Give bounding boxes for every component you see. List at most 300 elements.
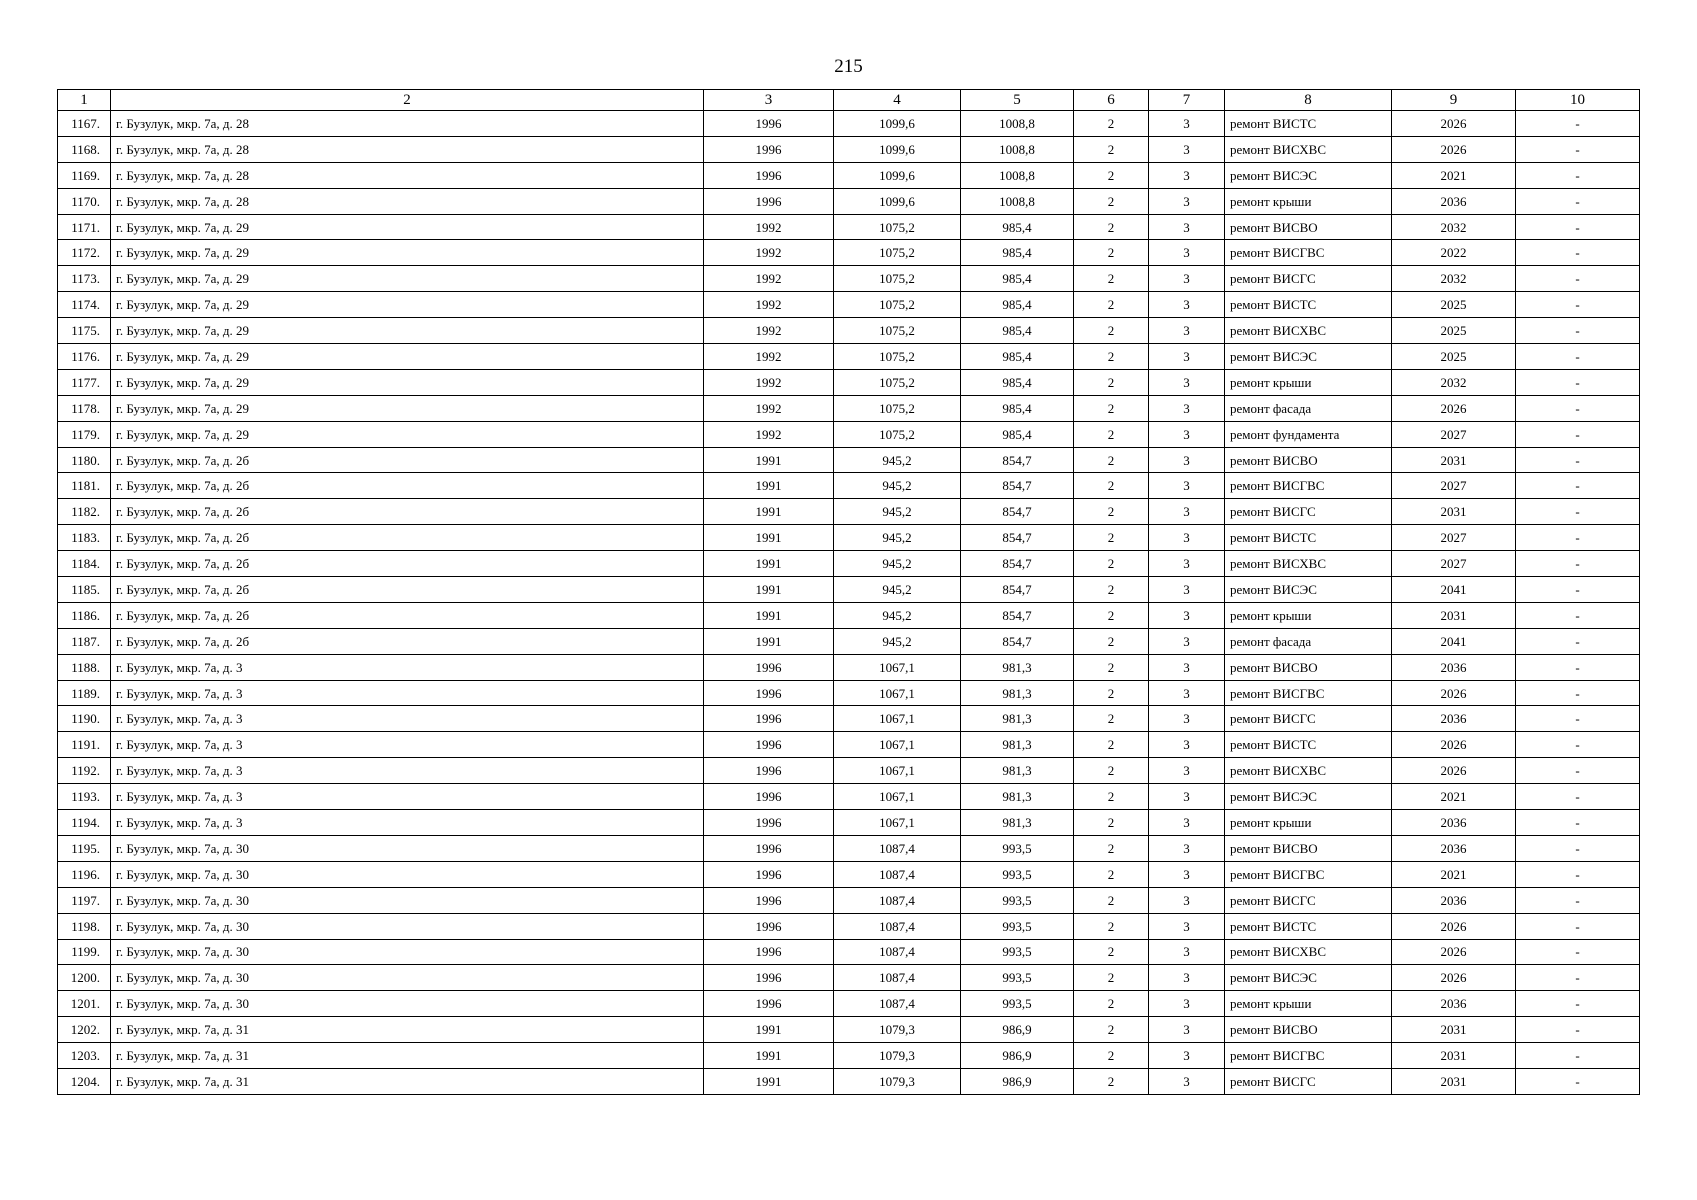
table-cell-col-10: - bbox=[1516, 991, 1640, 1017]
table-cell-col-10: - bbox=[1516, 602, 1640, 628]
table-cell-col-7: 3 bbox=[1149, 706, 1225, 732]
table-cell-col-2: г. Бузулук, мкр. 7а, д. 3 bbox=[111, 784, 704, 810]
table-cell-col-8: ремонт фасада bbox=[1225, 395, 1392, 421]
table-cell-col-10: - bbox=[1516, 965, 1640, 991]
table-cell-col-6: 2 bbox=[1074, 136, 1149, 162]
table-cell-col-5: 981,3 bbox=[961, 784, 1074, 810]
table-cell-col-6: 2 bbox=[1074, 344, 1149, 370]
table-row bbox=[58, 473, 1640, 499]
table-cell-col-9: 2036 bbox=[1392, 991, 1516, 1017]
table-cell-col-4: 1075,2 bbox=[834, 369, 961, 395]
table-cell-col-5: 985,4 bbox=[961, 266, 1074, 292]
table-cell-col-8: ремонт крыши bbox=[1225, 369, 1392, 395]
table-cell-col-4: 1075,2 bbox=[834, 344, 961, 370]
table-cell-col-10: - bbox=[1516, 266, 1640, 292]
table-cell-col-2: г. Бузулук, мкр. 7а, д. 29 bbox=[111, 344, 704, 370]
table-cell-col-8: ремонт ВИСГС bbox=[1225, 706, 1392, 732]
table-cell-col-5: 993,5 bbox=[961, 965, 1074, 991]
table-cell-col-5: 854,7 bbox=[961, 473, 1074, 499]
table-cell-col-3: 1996 bbox=[704, 939, 834, 965]
table-cell-col-5: 986,9 bbox=[961, 1017, 1074, 1043]
table-cell-col-7: 3 bbox=[1149, 421, 1225, 447]
table-cell-col-1: 1183. bbox=[58, 525, 111, 551]
table-row bbox=[58, 525, 1640, 551]
table-cell-col-10: - bbox=[1516, 551, 1640, 577]
table-cell-col-2: г. Бузулук, мкр. 7а, д. 3 bbox=[111, 810, 704, 836]
table-cell-col-10: - bbox=[1516, 1043, 1640, 1069]
table-cell-col-1: 1197. bbox=[58, 887, 111, 913]
table-cell-col-3: 1996 bbox=[704, 136, 834, 162]
table-cell-col-9: 2036 bbox=[1392, 810, 1516, 836]
table-cell-col-5: 993,5 bbox=[961, 939, 1074, 965]
table-cell-col-3: 1992 bbox=[704, 369, 834, 395]
table-cell-col-8: ремонт ВИСГВС bbox=[1225, 680, 1392, 706]
table-row bbox=[58, 835, 1640, 861]
table-cell-col-1: 1196. bbox=[58, 861, 111, 887]
table-cell-col-2: г. Бузулук, мкр. 7а, д. 30 bbox=[111, 887, 704, 913]
table-cell-col-4: 1079,3 bbox=[834, 1017, 961, 1043]
table-cell-col-8: ремонт ВИСХВС bbox=[1225, 551, 1392, 577]
table-row bbox=[58, 240, 1640, 266]
column-header-2: 2 bbox=[111, 90, 704, 111]
table-cell-col-5: 854,7 bbox=[961, 602, 1074, 628]
table-cell-col-10: - bbox=[1516, 344, 1640, 370]
table-cell-col-3: 1991 bbox=[704, 473, 834, 499]
table-cell-col-5: 993,5 bbox=[961, 835, 1074, 861]
table-cell-col-4: 1067,1 bbox=[834, 784, 961, 810]
table-cell-col-8: ремонт ВИСВО bbox=[1225, 1017, 1392, 1043]
table-cell-col-4: 1075,2 bbox=[834, 266, 961, 292]
table-cell-col-9: 2026 bbox=[1392, 758, 1516, 784]
table-row bbox=[58, 162, 1640, 188]
table-cell-col-3: 1991 bbox=[704, 1068, 834, 1094]
table-cell-col-5: 985,4 bbox=[961, 318, 1074, 344]
table-cell-col-4: 1075,2 bbox=[834, 395, 961, 421]
table-cell-col-4: 1075,2 bbox=[834, 240, 961, 266]
table-cell-col-2: г. Бузулук, мкр. 7а, д. 2б bbox=[111, 551, 704, 577]
table-cell-col-6: 2 bbox=[1074, 577, 1149, 603]
table-cell-col-2: г. Бузулук, мкр. 7а, д. 2б bbox=[111, 525, 704, 551]
table-cell-col-1: 1179. bbox=[58, 421, 111, 447]
table-cell-col-4: 1067,1 bbox=[834, 654, 961, 680]
table-cell-col-1: 1167. bbox=[58, 111, 111, 137]
table-cell-col-6: 2 bbox=[1074, 525, 1149, 551]
table-cell-col-4: 1075,2 bbox=[834, 318, 961, 344]
table-cell-col-7: 3 bbox=[1149, 473, 1225, 499]
table-cell-col-4: 945,2 bbox=[834, 447, 961, 473]
table-cell-col-10: - bbox=[1516, 421, 1640, 447]
table-cell-col-1: 1189. bbox=[58, 680, 111, 706]
table-cell-col-2: г. Бузулук, мкр. 7а, д. 30 bbox=[111, 913, 704, 939]
table-cell-col-2: г. Бузулук, мкр. 7а, д. 29 bbox=[111, 214, 704, 240]
table-cell-col-1: 1178. bbox=[58, 395, 111, 421]
table-cell-col-1: 1186. bbox=[58, 602, 111, 628]
table-cell-col-1: 1202. bbox=[58, 1017, 111, 1043]
table-cell-col-3: 1991 bbox=[704, 1017, 834, 1043]
table-cell-col-4: 1087,4 bbox=[834, 965, 961, 991]
table-cell-col-1: 1204. bbox=[58, 1068, 111, 1094]
table-cell-col-6: 2 bbox=[1074, 1017, 1149, 1043]
table-cell-col-10: - bbox=[1516, 732, 1640, 758]
table-cell-col-7: 3 bbox=[1149, 965, 1225, 991]
table-cell-col-2: г. Бузулук, мкр. 7а, д. 3 bbox=[111, 680, 704, 706]
table-cell-col-6: 2 bbox=[1074, 499, 1149, 525]
table-cell-col-4: 1075,2 bbox=[834, 292, 961, 318]
table-cell-col-10: - bbox=[1516, 525, 1640, 551]
table-cell-col-1: 1199. bbox=[58, 939, 111, 965]
table-cell-col-9: 2027 bbox=[1392, 525, 1516, 551]
table-cell-col-1: 1193. bbox=[58, 784, 111, 810]
table-cell-col-6: 2 bbox=[1074, 421, 1149, 447]
table-cell-col-9: 2025 bbox=[1392, 292, 1516, 318]
table-cell-col-3: 1996 bbox=[704, 965, 834, 991]
table-cell-col-4: 945,2 bbox=[834, 473, 961, 499]
table-cell-col-8: ремонт ВИСЭС bbox=[1225, 344, 1392, 370]
table-row bbox=[58, 421, 1640, 447]
table-cell-col-2: г. Бузулук, мкр. 7а, д. 29 bbox=[111, 369, 704, 395]
table-cell-col-3: 1996 bbox=[704, 732, 834, 758]
table-cell-col-5: 854,7 bbox=[961, 551, 1074, 577]
table-cell-col-10: - bbox=[1516, 939, 1640, 965]
table-cell-col-3: 1996 bbox=[704, 111, 834, 137]
table-cell-col-5: 854,7 bbox=[961, 499, 1074, 525]
table-cell-col-4: 945,2 bbox=[834, 577, 961, 603]
column-header-9: 9 bbox=[1392, 90, 1516, 111]
table-cell-col-9: 2021 bbox=[1392, 861, 1516, 887]
table-cell-col-1: 1184. bbox=[58, 551, 111, 577]
table-cell-col-5: 985,4 bbox=[961, 292, 1074, 318]
table-cell-col-7: 3 bbox=[1149, 835, 1225, 861]
table-cell-col-3: 1991 bbox=[704, 577, 834, 603]
table-cell-col-9: 2027 bbox=[1392, 551, 1516, 577]
table-cell-col-10: - bbox=[1516, 913, 1640, 939]
table-cell-col-7: 3 bbox=[1149, 913, 1225, 939]
table-row bbox=[58, 369, 1640, 395]
table-row bbox=[58, 628, 1640, 654]
table-cell-col-7: 3 bbox=[1149, 318, 1225, 344]
table-cell-col-9: 2036 bbox=[1392, 654, 1516, 680]
table-cell-col-10: - bbox=[1516, 577, 1640, 603]
table-cell-col-5: 1008,8 bbox=[961, 111, 1074, 137]
table-cell-col-9: 2032 bbox=[1392, 266, 1516, 292]
table-row bbox=[58, 1017, 1640, 1043]
table-cell-col-7: 3 bbox=[1149, 1017, 1225, 1043]
table-cell-col-1: 1194. bbox=[58, 810, 111, 836]
table-cell-col-8: ремонт крыши bbox=[1225, 602, 1392, 628]
table-cell-col-7: 3 bbox=[1149, 991, 1225, 1017]
table-cell-col-8: ремонт ВИСТС bbox=[1225, 732, 1392, 758]
table-cell-col-5: 854,7 bbox=[961, 628, 1074, 654]
table-cell-col-6: 2 bbox=[1074, 991, 1149, 1017]
table-cell-col-6: 2 bbox=[1074, 1043, 1149, 1069]
table-cell-col-5: 993,5 bbox=[961, 861, 1074, 887]
table-header bbox=[58, 90, 1640, 111]
table-cell-col-10: - bbox=[1516, 318, 1640, 344]
table-cell-col-8: ремонт ВИСЭС bbox=[1225, 965, 1392, 991]
table-cell-col-7: 3 bbox=[1149, 188, 1225, 214]
table-cell-col-10: - bbox=[1516, 369, 1640, 395]
table-cell-col-4: 1087,4 bbox=[834, 991, 961, 1017]
table-cell-col-9: 2026 bbox=[1392, 732, 1516, 758]
table-cell-col-8: ремонт ВИСХВС bbox=[1225, 136, 1392, 162]
table-cell-col-8: ремонт ВИСГВС bbox=[1225, 473, 1392, 499]
table-cell-col-2: г. Бузулук, мкр. 7а, д. 2б bbox=[111, 602, 704, 628]
table-row bbox=[58, 732, 1640, 758]
table-cell-col-7: 3 bbox=[1149, 344, 1225, 370]
table-cell-col-10: - bbox=[1516, 447, 1640, 473]
table-cell-col-8: ремонт ВИСХВС bbox=[1225, 758, 1392, 784]
table-cell-col-1: 1176. bbox=[58, 344, 111, 370]
table-cell-col-3: 1996 bbox=[704, 991, 834, 1017]
table-cell-col-7: 3 bbox=[1149, 266, 1225, 292]
table-cell-col-6: 2 bbox=[1074, 1068, 1149, 1094]
table-cell-col-3: 1991 bbox=[704, 551, 834, 577]
table-cell-col-2: г. Бузулук, мкр. 7а, д. 30 bbox=[111, 861, 704, 887]
table-cell-col-6: 2 bbox=[1074, 214, 1149, 240]
table-cell-col-2: г. Бузулук, мкр. 7а, д. 29 bbox=[111, 421, 704, 447]
table-cell-col-3: 1992 bbox=[704, 344, 834, 370]
column-header-8: 8 bbox=[1225, 90, 1392, 111]
table-cell-col-2: г. Бузулук, мкр. 7а, д. 31 bbox=[111, 1043, 704, 1069]
table-row bbox=[58, 965, 1640, 991]
table-cell-col-2: г. Бузулук, мкр. 7а, д. 30 bbox=[111, 835, 704, 861]
table-cell-col-9: 2022 bbox=[1392, 240, 1516, 266]
table-cell-col-8: ремонт ВИСГС bbox=[1225, 1068, 1392, 1094]
table-cell-col-6: 2 bbox=[1074, 551, 1149, 577]
table-cell-col-6: 2 bbox=[1074, 188, 1149, 214]
table-cell-col-10: - bbox=[1516, 706, 1640, 732]
column-header-6: 6 bbox=[1074, 90, 1149, 111]
table-cell-col-1: 1187. bbox=[58, 628, 111, 654]
table-cell-col-9: 2036 bbox=[1392, 835, 1516, 861]
table-cell-col-6: 2 bbox=[1074, 835, 1149, 861]
table-cell-col-8: ремонт ВИСГС bbox=[1225, 499, 1392, 525]
table-cell-col-4: 1075,2 bbox=[834, 214, 961, 240]
table-cell-col-5: 985,4 bbox=[961, 421, 1074, 447]
table-cell-col-7: 3 bbox=[1149, 292, 1225, 318]
table-cell-col-10: - bbox=[1516, 784, 1640, 810]
table-cell-col-6: 2 bbox=[1074, 628, 1149, 654]
table-cell-col-9: 2026 bbox=[1392, 111, 1516, 137]
table-cell-col-3: 1991 bbox=[704, 628, 834, 654]
table-cell-col-10: - bbox=[1516, 292, 1640, 318]
table-cell-col-3: 1992 bbox=[704, 292, 834, 318]
table-cell-col-8: ремонт ВИСТС bbox=[1225, 111, 1392, 137]
table-cell-col-5: 985,4 bbox=[961, 395, 1074, 421]
table-cell-col-7: 3 bbox=[1149, 136, 1225, 162]
table-cell-col-3: 1996 bbox=[704, 913, 834, 939]
column-header-4: 4 bbox=[834, 90, 961, 111]
table-cell-col-4: 1079,3 bbox=[834, 1068, 961, 1094]
table-cell-col-9: 2025 bbox=[1392, 344, 1516, 370]
table-cell-col-1: 1180. bbox=[58, 447, 111, 473]
table-cell-col-7: 3 bbox=[1149, 784, 1225, 810]
table-cell-col-7: 3 bbox=[1149, 369, 1225, 395]
table-cell-col-8: ремонт ВИСЭС bbox=[1225, 162, 1392, 188]
repair-schedule-table bbox=[57, 89, 1640, 1095]
table-cell-col-4: 945,2 bbox=[834, 499, 961, 525]
column-header-1: 1 bbox=[58, 90, 111, 111]
table-cell-col-7: 3 bbox=[1149, 499, 1225, 525]
table-cell-col-10: - bbox=[1516, 499, 1640, 525]
table-cell-col-3: 1996 bbox=[704, 784, 834, 810]
table-cell-col-7: 3 bbox=[1149, 602, 1225, 628]
table-cell-col-7: 3 bbox=[1149, 1068, 1225, 1094]
table-cell-col-2: г. Бузулук, мкр. 7а, д. 31 bbox=[111, 1017, 704, 1043]
table-cell-col-6: 2 bbox=[1074, 965, 1149, 991]
table-cell-col-5: 981,3 bbox=[961, 758, 1074, 784]
table-cell-col-7: 3 bbox=[1149, 525, 1225, 551]
table-cell-col-1: 1181. bbox=[58, 473, 111, 499]
table-cell-col-4: 1087,4 bbox=[834, 861, 961, 887]
table-cell-col-3: 1996 bbox=[704, 810, 834, 836]
table-cell-col-3: 1996 bbox=[704, 861, 834, 887]
table-cell-col-3: 1992 bbox=[704, 266, 834, 292]
table-cell-col-5: 854,7 bbox=[961, 525, 1074, 551]
table-cell-col-6: 2 bbox=[1074, 447, 1149, 473]
table-row bbox=[58, 784, 1640, 810]
column-header-5: 5 bbox=[961, 90, 1074, 111]
table-cell-col-3: 1992 bbox=[704, 318, 834, 344]
table-cell-col-9: 2036 bbox=[1392, 188, 1516, 214]
table-cell-col-4: 1067,1 bbox=[834, 732, 961, 758]
table-cell-col-2: г. Бузулук, мкр. 7а, д. 28 bbox=[111, 162, 704, 188]
table-cell-col-4: 945,2 bbox=[834, 551, 961, 577]
table-cell-col-4: 945,2 bbox=[834, 602, 961, 628]
table-cell-col-2: г. Бузулук, мкр. 7а, д. 2б bbox=[111, 473, 704, 499]
table-cell-col-9: 2031 bbox=[1392, 1068, 1516, 1094]
table-cell-col-6: 2 bbox=[1074, 706, 1149, 732]
table-cell-col-4: 1099,6 bbox=[834, 136, 961, 162]
table-cell-col-5: 985,4 bbox=[961, 240, 1074, 266]
table-cell-col-8: ремонт ВИСЭС bbox=[1225, 784, 1392, 810]
table-cell-col-2: г. Бузулук, мкр. 7а, д. 3 bbox=[111, 732, 704, 758]
table-cell-col-1: 1201. bbox=[58, 991, 111, 1017]
table-cell-col-2: г. Бузулук, мкр. 7а, д. 29 bbox=[111, 292, 704, 318]
table-row bbox=[58, 939, 1640, 965]
table-cell-col-7: 3 bbox=[1149, 111, 1225, 137]
table-cell-col-6: 2 bbox=[1074, 887, 1149, 913]
table-cell-col-4: 1087,4 bbox=[834, 939, 961, 965]
table-cell-col-2: г. Бузулук, мкр. 7а, д. 2б bbox=[111, 447, 704, 473]
table-cell-col-4: 1067,1 bbox=[834, 758, 961, 784]
table-cell-col-4: 1087,4 bbox=[834, 835, 961, 861]
table-cell-col-6: 2 bbox=[1074, 240, 1149, 266]
table-cell-col-1: 1191. bbox=[58, 732, 111, 758]
table-cell-col-3: 1996 bbox=[704, 887, 834, 913]
table-cell-col-2: г. Бузулук, мкр. 7а, д. 29 bbox=[111, 240, 704, 266]
table-cell-col-10: - bbox=[1516, 861, 1640, 887]
table-cell-col-1: 1174. bbox=[58, 292, 111, 318]
table-cell-col-2: г. Бузулук, мкр. 7а, д. 31 bbox=[111, 1068, 704, 1094]
table-cell-col-6: 2 bbox=[1074, 939, 1149, 965]
table-cell-col-8: ремонт ВИСГВС bbox=[1225, 1043, 1392, 1069]
table-cell-col-10: - bbox=[1516, 1068, 1640, 1094]
table-cell-col-10: - bbox=[1516, 214, 1640, 240]
table-cell-col-9: 2021 bbox=[1392, 784, 1516, 810]
table-cell-col-9: 2031 bbox=[1392, 499, 1516, 525]
table-cell-col-2: г. Бузулук, мкр. 7а, д. 2б bbox=[111, 577, 704, 603]
table-cell-col-1: 1198. bbox=[58, 913, 111, 939]
table-cell-col-10: - bbox=[1516, 395, 1640, 421]
table-cell-col-9: 2027 bbox=[1392, 473, 1516, 499]
table-cell-col-4: 945,2 bbox=[834, 628, 961, 654]
table-cell-col-2: г. Бузулук, мкр. 7а, д. 28 bbox=[111, 111, 704, 137]
table-cell-col-7: 3 bbox=[1149, 628, 1225, 654]
table-cell-col-8: ремонт фундамента bbox=[1225, 421, 1392, 447]
table-cell-col-2: г. Бузулук, мкр. 7а, д. 28 bbox=[111, 188, 704, 214]
table-cell-col-7: 3 bbox=[1149, 654, 1225, 680]
table-cell-col-2: г. Бузулук, мкр. 7а, д. 3 bbox=[111, 758, 704, 784]
table-row bbox=[58, 758, 1640, 784]
table-cell-col-7: 3 bbox=[1149, 214, 1225, 240]
table-row bbox=[58, 551, 1640, 577]
table-cell-col-5: 981,3 bbox=[961, 706, 1074, 732]
table-cell-col-8: ремонт ВИСГС bbox=[1225, 887, 1392, 913]
table-cell-col-10: - bbox=[1516, 240, 1640, 266]
table-cell-col-4: 945,2 bbox=[834, 525, 961, 551]
table-cell-col-3: 1996 bbox=[704, 654, 834, 680]
table-row bbox=[58, 602, 1640, 628]
table-cell-col-6: 2 bbox=[1074, 680, 1149, 706]
table-cell-col-7: 3 bbox=[1149, 810, 1225, 836]
table-cell-col-10: - bbox=[1516, 136, 1640, 162]
table-cell-col-7: 3 bbox=[1149, 447, 1225, 473]
table-cell-col-8: ремонт ВИСХВС bbox=[1225, 318, 1392, 344]
table-cell-col-8: ремонт ВИСГС bbox=[1225, 266, 1392, 292]
table-cell-col-7: 3 bbox=[1149, 551, 1225, 577]
table-cell-col-5: 981,3 bbox=[961, 680, 1074, 706]
table-cell-col-6: 2 bbox=[1074, 395, 1149, 421]
table-cell-col-4: 1075,2 bbox=[834, 421, 961, 447]
table-cell-col-5: 993,5 bbox=[961, 991, 1074, 1017]
table-row bbox=[58, 266, 1640, 292]
table-cell-col-9: 2026 bbox=[1392, 913, 1516, 939]
table-row bbox=[58, 447, 1640, 473]
table-cell-col-1: 1172. bbox=[58, 240, 111, 266]
table-cell-col-9: 2027 bbox=[1392, 421, 1516, 447]
table-cell-col-3: 1992 bbox=[704, 240, 834, 266]
table-row bbox=[58, 292, 1640, 318]
table-cell-col-3: 1991 bbox=[704, 602, 834, 628]
table-cell-col-8: ремонт ВИСВО bbox=[1225, 654, 1392, 680]
table-cell-col-7: 3 bbox=[1149, 758, 1225, 784]
table-cell-col-3: 1992 bbox=[704, 214, 834, 240]
table-row bbox=[58, 111, 1640, 137]
table-cell-col-2: г. Бузулук, мкр. 7а, д. 2б bbox=[111, 499, 704, 525]
table-cell-col-2: г. Бузулук, мкр. 7а, д. 3 bbox=[111, 654, 704, 680]
table-cell-col-5: 993,5 bbox=[961, 887, 1074, 913]
table-cell-col-5: 986,9 bbox=[961, 1068, 1074, 1094]
table-cell-col-3: 1996 bbox=[704, 188, 834, 214]
table-cell-col-2: г. Бузулук, мкр. 7а, д. 3 bbox=[111, 706, 704, 732]
table-cell-col-3: 1996 bbox=[704, 162, 834, 188]
table-cell-col-10: - bbox=[1516, 810, 1640, 836]
table-cell-col-8: ремонт крыши bbox=[1225, 810, 1392, 836]
table-cell-col-7: 3 bbox=[1149, 240, 1225, 266]
table-cell-col-1: 1195. bbox=[58, 835, 111, 861]
table-cell-col-9: 2031 bbox=[1392, 1017, 1516, 1043]
table-cell-col-10: - bbox=[1516, 628, 1640, 654]
table-cell-col-1: 1192. bbox=[58, 758, 111, 784]
table-cell-col-8: ремонт крыши bbox=[1225, 188, 1392, 214]
page-number: 215 bbox=[834, 56, 863, 77]
table-cell-col-5: 981,3 bbox=[961, 810, 1074, 836]
table-cell-col-7: 3 bbox=[1149, 939, 1225, 965]
table-cell-col-9: 2026 bbox=[1392, 939, 1516, 965]
table-row bbox=[58, 680, 1640, 706]
table-cell-col-1: 1190. bbox=[58, 706, 111, 732]
